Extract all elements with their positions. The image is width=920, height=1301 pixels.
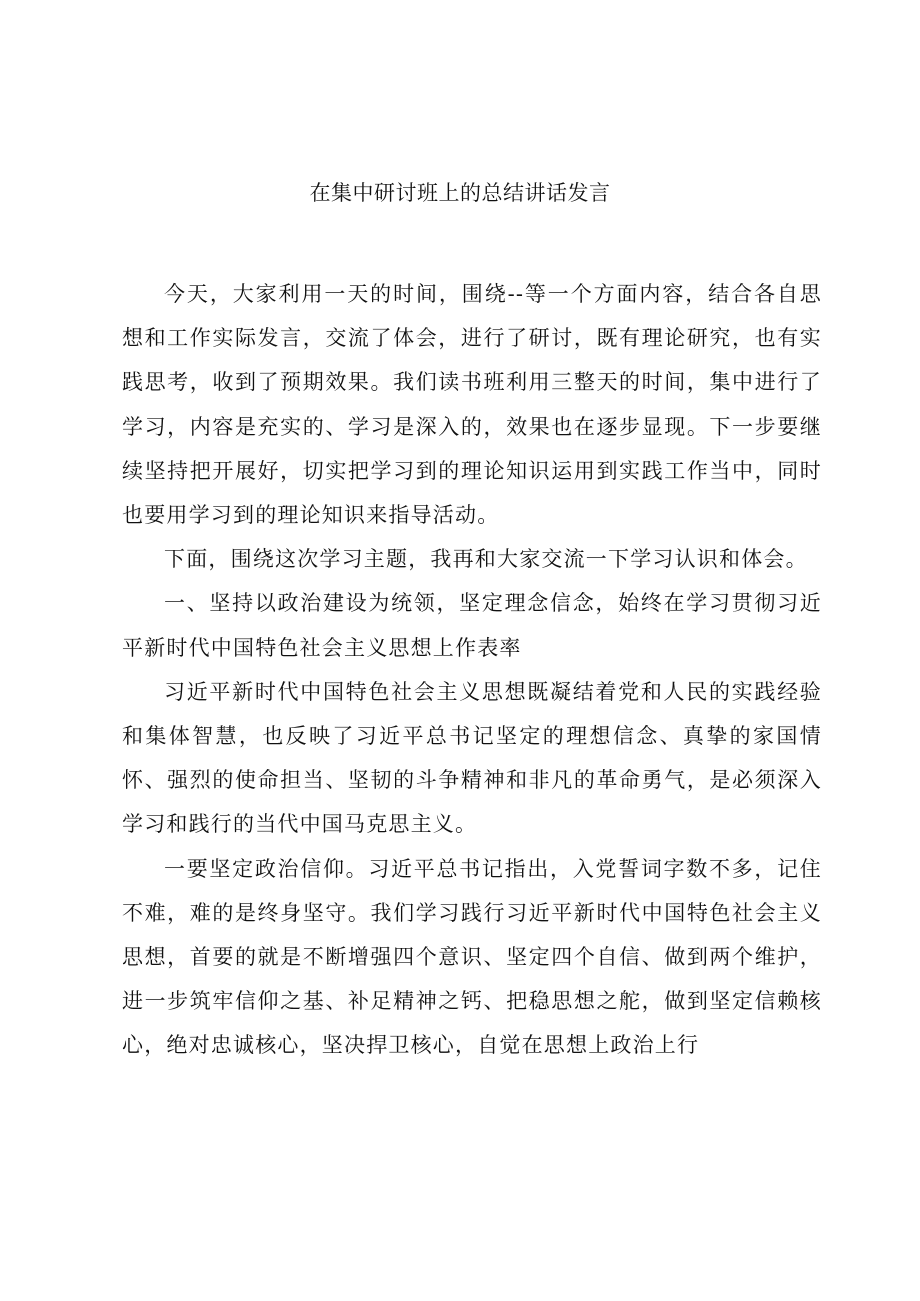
document-title: 在集中研讨班上的总结讲话发言: [309, 181, 611, 205]
section-heading-1: 一、坚持以政治建设为统领，坚定理念信念，始终在学习贯彻习近平新时代中国特色社会主义思想上作表率: [122, 591, 822, 660]
paragraph-political-faith: 一要坚定政治信仰。习近平总书记指出，入党誓词字数不多，记住不难，难的是终身坚守。我们学习践行习近平新时代中国特色社会主义思想，首要的就是不断增强四个意识、坚定四个自信、做到两个维护，进一步筑牢信仰之基、补足精神之钙、把稳思想之舵，做到坚定信赖核心，绝对忠诚核心，坚决捍卫核心，自觉在思想上政治上行: [122, 856, 822, 1058]
document-body: [122, 272, 822, 1068]
paragraph-intro: 今天，大家利用一天的时间，围绕--等一个方面内容，结合各自思想和工作实际发言，交流了体会，进行了研讨，既有理论研究，也有实践思考，收到了预期效果。我们读书班利用三整天的时间，集中进行了学习，内容是充实的、学习是深入的，效果也在逐步显现。下一步要继续坚持把开展好，切实把学习到的理论知识运用到实践工作当中，同时也要用学习到的理论知识来指导活动。: [122, 282, 822, 528]
paragraph-thought: 习近平新时代中国特色社会主义思想既凝结着党和人民的实践经验和集体智慧，也反映了习近平总书记坚定的理想信念、真挚的家国情怀、强烈的使命担当、坚韧的斗争精神和非凡的革命勇气，是必须深入学习和践行的当代中国马克思主义。: [122, 679, 822, 837]
paragraph-transition: 下面，围绕这次学习主题，我再和大家交流一下学习认识和体会。: [164, 547, 808, 572]
